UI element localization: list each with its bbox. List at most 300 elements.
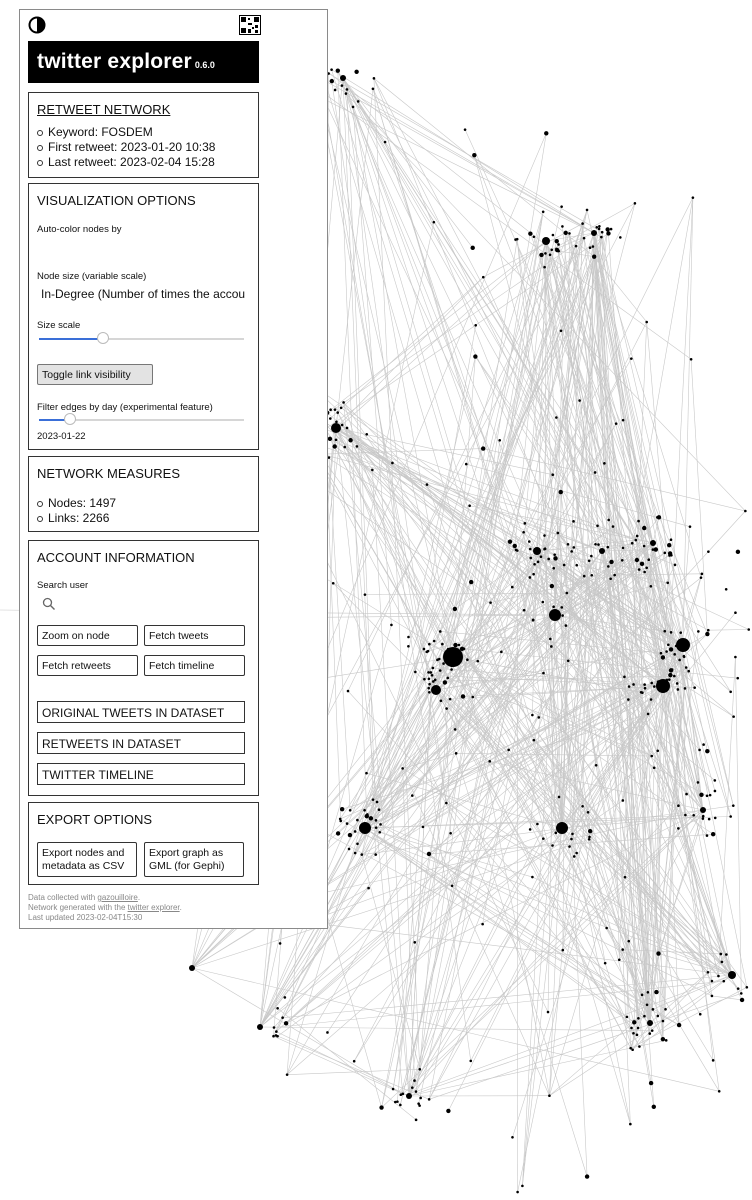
graph-node[interactable] [644, 687, 647, 690]
graph-node[interactable] [537, 561, 540, 564]
graph-node[interactable] [529, 548, 532, 551]
graph-node[interactable] [717, 975, 720, 978]
graph-node[interactable] [640, 691, 643, 694]
graph-node[interactable] [675, 645, 678, 648]
graph-node[interactable] [329, 417, 332, 420]
graph-node[interactable] [407, 636, 410, 639]
graph-node[interactable] [551, 473, 554, 476]
graph-node[interactable] [413, 1079, 416, 1082]
graph-node[interactable] [373, 77, 376, 80]
graph-node[interactable] [548, 1094, 551, 1097]
graph-node[interactable] [740, 992, 743, 995]
graph-node[interactable] [718, 1090, 721, 1093]
graph-node[interactable] [615, 422, 618, 425]
graph-node[interactable] [663, 630, 666, 633]
graph-node[interactable] [699, 793, 703, 797]
graph-node[interactable] [670, 554, 673, 557]
graph-node[interactable] [522, 531, 525, 534]
graph-node[interactable] [414, 671, 417, 674]
graph-node[interactable] [471, 246, 475, 250]
graph-node[interactable] [281, 1016, 284, 1019]
graph-node[interactable] [357, 100, 360, 103]
graph-node[interactable] [332, 582, 335, 585]
graph-node[interactable] [670, 538, 673, 541]
graph-node[interactable] [652, 1105, 656, 1109]
graph-node[interactable] [443, 680, 447, 684]
graph-node[interactable] [378, 831, 381, 834]
graph-node[interactable] [375, 819, 378, 822]
graph-node[interactable] [591, 230, 597, 236]
graph-node[interactable] [286, 1073, 289, 1076]
graph-node[interactable] [528, 231, 532, 235]
graph-node[interactable] [415, 1090, 418, 1093]
graph-node[interactable] [607, 546, 610, 549]
graph-node[interactable] [641, 994, 644, 997]
graph-node[interactable] [650, 682, 653, 685]
graph-node[interactable] [736, 550, 740, 554]
graph-node[interactable] [689, 525, 692, 528]
graph-node[interactable] [560, 205, 563, 208]
graph-node[interactable] [533, 739, 536, 742]
graph-node[interactable] [573, 855, 576, 858]
graph-node[interactable] [543, 266, 546, 269]
graph-node[interactable] [647, 713, 650, 716]
graph-node[interactable] [647, 558, 650, 561]
graph-node[interactable] [539, 253, 543, 257]
graph-node[interactable] [376, 801, 379, 804]
graph-node[interactable] [643, 683, 646, 686]
graph-node[interactable] [346, 427, 349, 430]
graph-node[interactable] [662, 1020, 665, 1023]
graph-node[interactable] [653, 766, 656, 769]
graph-node[interactable] [498, 439, 501, 442]
graph-node[interactable] [453, 643, 457, 647]
graph-node[interactable] [411, 794, 414, 797]
graph-node[interactable] [341, 84, 344, 87]
graph-node[interactable] [630, 1027, 633, 1030]
graph-node[interactable] [667, 543, 671, 547]
search-icon[interactable] [42, 597, 56, 611]
graph-node[interactable] [698, 749, 701, 752]
graph-node[interactable] [353, 1060, 356, 1063]
graph-node[interactable] [341, 424, 344, 427]
graph-node[interactable] [349, 809, 352, 812]
graph-node[interactable] [365, 433, 368, 436]
graph-node[interactable] [719, 953, 722, 956]
graph-node[interactable] [665, 650, 668, 653]
graph-node[interactable] [532, 619, 535, 622]
graph-node[interactable] [529, 576, 532, 579]
graph-node[interactable] [596, 525, 599, 528]
graph-node[interactable] [489, 601, 492, 604]
graph-node[interactable] [374, 853, 377, 856]
graph-node[interactable] [729, 815, 732, 818]
export-gml-button[interactable]: Export graph as GML (for Gephi) [144, 842, 244, 877]
graph-node[interactable] [702, 815, 705, 818]
graph-node[interactable] [668, 678, 671, 681]
graph-node[interactable] [557, 532, 560, 535]
graph-node[interactable] [411, 1086, 414, 1089]
graph-node[interactable] [692, 196, 695, 199]
graph-node[interactable] [598, 225, 601, 228]
graph-node[interactable] [653, 685, 656, 688]
graph-node[interactable] [367, 887, 370, 890]
graph-node[interactable] [674, 564, 677, 567]
graph-node[interactable] [629, 1123, 632, 1126]
graph-node[interactable] [552, 234, 555, 237]
graph-node[interactable] [561, 614, 564, 617]
graph-node[interactable] [740, 998, 744, 1002]
graph-node[interactable] [399, 1093, 402, 1096]
graph-node[interactable] [676, 638, 690, 652]
graph-node[interactable] [622, 799, 625, 802]
graph-node[interactable] [609, 577, 612, 580]
graph-node[interactable] [336, 831, 340, 835]
graph-node[interactable] [581, 805, 584, 808]
graph-node[interactable] [722, 980, 725, 983]
graph-node[interactable] [334, 408, 337, 411]
graph-node[interactable] [642, 526, 646, 530]
graph-node[interactable] [725, 588, 728, 591]
graph-node[interactable] [575, 852, 578, 855]
filter-edges-handle[interactable] [64, 413, 76, 425]
graph-node[interactable] [433, 640, 436, 643]
graph-node[interactable] [702, 743, 705, 746]
graph-node[interactable] [552, 605, 555, 608]
graph-node[interactable] [638, 1045, 641, 1048]
graph-node[interactable] [445, 707, 448, 710]
graph-node[interactable] [604, 962, 607, 965]
graph-node[interactable] [667, 643, 670, 646]
graph-node[interactable] [669, 668, 673, 672]
graph-node[interactable] [656, 951, 660, 955]
graph-node[interactable] [558, 796, 561, 799]
graph-node[interactable] [683, 655, 686, 658]
graph-node[interactable] [711, 995, 714, 998]
graph-node[interactable] [661, 655, 665, 659]
graph-node[interactable] [590, 555, 593, 558]
graph-node[interactable] [328, 437, 332, 441]
graph-node[interactable] [189, 965, 195, 971]
graph-node[interactable] [595, 226, 598, 229]
graph-node[interactable] [632, 1020, 636, 1024]
graph-node[interactable] [570, 550, 573, 553]
graph-node[interactable] [523, 609, 526, 612]
graph-node[interactable] [573, 546, 576, 549]
graph-node[interactable] [540, 555, 543, 558]
graph-node[interactable] [544, 547, 547, 550]
graph-node[interactable] [664, 1008, 667, 1011]
graph-node[interactable] [656, 1015, 659, 1018]
graph-node[interactable] [605, 927, 608, 930]
toggle-link-visibility-button[interactable]: Toggle link visibility [37, 364, 153, 385]
graph-node[interactable] [507, 749, 510, 752]
graph-node[interactable] [728, 971, 736, 979]
graph-node[interactable] [508, 539, 512, 543]
graph-node[interactable] [669, 647, 673, 651]
graph-node[interactable] [656, 516, 659, 519]
graph-node[interactable] [446, 1109, 450, 1113]
graph-node[interactable] [537, 716, 540, 719]
graph-node[interactable] [635, 558, 639, 562]
graph-node[interactable] [347, 690, 350, 693]
graph-node[interactable] [473, 354, 477, 358]
graph-node[interactable] [628, 685, 631, 688]
graph-node[interactable] [605, 227, 609, 231]
graph-node[interactable] [407, 645, 410, 648]
graph-node[interactable] [650, 585, 653, 588]
graph-node[interactable] [634, 202, 637, 205]
graph-node[interactable] [364, 593, 367, 596]
graph-node[interactable] [481, 446, 485, 450]
graph-node[interactable] [587, 811, 590, 814]
graph-node[interactable] [427, 671, 430, 674]
graph-node[interactable] [618, 958, 621, 961]
graph-node[interactable] [650, 755, 653, 758]
graph-node[interactable] [700, 576, 703, 579]
graph-node[interactable] [415, 1119, 418, 1122]
graph-node[interactable] [533, 235, 536, 238]
graph-node[interactable] [550, 645, 553, 648]
graph-node[interactable] [276, 1007, 279, 1010]
graph-node[interactable] [551, 844, 554, 847]
graph-node[interactable] [555, 248, 558, 251]
fetch-tweets-button[interactable]: Fetch tweets [144, 625, 245, 646]
graph-node[interactable] [468, 504, 471, 507]
graph-node[interactable] [542, 837, 545, 840]
graph-node[interactable] [536, 823, 539, 826]
graph-node[interactable] [532, 573, 535, 576]
graph-node[interactable] [427, 852, 431, 856]
graph-node[interactable] [372, 87, 375, 90]
graph-node[interactable] [331, 423, 341, 433]
graph-node[interactable] [645, 321, 648, 324]
graph-node[interactable] [428, 683, 431, 686]
graph-node[interactable] [621, 948, 624, 951]
graph-node[interactable] [423, 678, 426, 681]
graph-node[interactable] [737, 987, 740, 990]
graph-node[interactable] [384, 141, 387, 144]
graph-node[interactable] [685, 793, 688, 796]
graph-node[interactable] [636, 535, 639, 538]
graph-node[interactable] [624, 876, 627, 879]
graph-node[interactable] [556, 822, 568, 834]
graph-node[interactable] [670, 631, 673, 634]
graph-node[interactable] [481, 923, 484, 926]
graph-node[interactable] [677, 688, 680, 691]
graph-node[interactable] [482, 276, 485, 279]
graph-node[interactable] [663, 552, 666, 555]
graph-node[interactable] [706, 834, 709, 837]
graph-node[interactable] [550, 584, 554, 588]
graph-node[interactable] [453, 607, 457, 611]
graph-node[interactable] [581, 222, 584, 225]
graph-node[interactable] [379, 1105, 383, 1109]
graph-node[interactable] [588, 836, 591, 839]
graph-node[interactable] [500, 651, 503, 654]
graph-node[interactable] [583, 575, 586, 578]
graph-node[interactable] [422, 826, 425, 829]
graph-node[interactable] [668, 673, 672, 677]
graph-node[interactable] [566, 592, 569, 595]
graph-node[interactable] [564, 231, 568, 235]
graph-node[interactable] [472, 153, 476, 157]
graph-node[interactable] [714, 817, 717, 820]
graph-node[interactable] [649, 1081, 653, 1085]
graph-node[interactable] [637, 520, 640, 523]
qr-code-icon[interactable] [239, 15, 261, 35]
graph-node[interactable] [711, 832, 715, 836]
graph-node[interactable] [693, 686, 696, 689]
size-scale-slider[interactable] [39, 338, 244, 340]
graph-node[interactable] [514, 238, 517, 241]
graph-node[interactable] [488, 760, 491, 763]
graph-node[interactable] [426, 483, 429, 486]
graph-node[interactable] [567, 660, 570, 663]
graph-node[interactable] [627, 698, 630, 701]
graph-node[interactable] [529, 828, 532, 831]
graph-node[interactable] [257, 1024, 263, 1030]
graph-node[interactable] [461, 694, 465, 698]
graph-node[interactable] [356, 843, 359, 846]
graph-node[interactable] [648, 1032, 651, 1035]
graph-node[interactable] [567, 543, 570, 546]
graph-node[interactable] [654, 990, 658, 994]
graph-node[interactable] [657, 680, 660, 683]
graph-node[interactable] [560, 329, 563, 332]
graph-node[interactable] [613, 574, 616, 577]
graph-node[interactable] [348, 438, 352, 442]
graph-node[interactable] [549, 253, 552, 256]
graph-node[interactable] [684, 687, 687, 690]
graph-node[interactable] [352, 106, 355, 109]
graph-node[interactable] [643, 545, 646, 548]
graph-node[interactable] [645, 566, 648, 569]
graph-node[interactable] [272, 1035, 275, 1038]
node-size-select[interactable]: In-Degree (Number of times the accou [41, 287, 246, 301]
graph-node[interactable] [378, 808, 381, 811]
graph-node[interactable] [623, 676, 626, 679]
graph-node[interactable] [439, 669, 442, 672]
fetch-retweets-button[interactable]: Fetch retweets [37, 655, 138, 676]
graph-node[interactable] [647, 991, 650, 994]
graph-node[interactable] [597, 543, 600, 546]
graph-node[interactable] [334, 89, 337, 92]
graph-node[interactable] [356, 819, 359, 822]
graph-node[interactable] [531, 714, 534, 717]
graph-node[interactable] [636, 1034, 639, 1037]
graph-node[interactable] [392, 1088, 395, 1091]
graph-node[interactable] [599, 548, 605, 554]
fetch-timeline-button[interactable]: Fetch timeline [144, 655, 245, 676]
graph-node[interactable] [472, 696, 475, 699]
graph-node[interactable] [729, 690, 732, 693]
graph-node[interactable] [707, 629, 710, 632]
graph-node[interactable] [442, 662, 445, 665]
graph-node[interactable] [396, 1100, 399, 1103]
export-csv-button[interactable]: Export nodes and metadata as CSV [37, 842, 137, 877]
filter-edges-slider[interactable] [39, 419, 244, 421]
graph-node[interactable] [560, 606, 563, 609]
graph-node[interactable] [621, 559, 624, 562]
graph-node[interactable] [700, 807, 706, 813]
graph-node[interactable] [346, 822, 349, 825]
graph-node[interactable] [533, 563, 536, 566]
graph-node[interactable] [701, 573, 704, 576]
graph-node[interactable] [284, 1021, 288, 1025]
graph-node[interactable] [637, 1017, 640, 1020]
graph-node[interactable] [279, 942, 282, 945]
graph-node[interactable] [601, 231, 604, 234]
graph-node[interactable] [707, 550, 710, 553]
graph-node[interactable] [583, 237, 586, 240]
graph-node[interactable] [544, 252, 547, 255]
graph-node[interactable] [568, 845, 571, 848]
graph-node[interactable] [343, 446, 346, 449]
graph-node[interactable] [469, 1060, 472, 1063]
graph-node[interactable] [665, 1039, 668, 1042]
graph-node[interactable] [449, 832, 452, 835]
graph-node[interactable] [632, 1032, 635, 1035]
graph-node[interactable] [732, 804, 735, 807]
graph-node[interactable] [744, 510, 747, 513]
graph-node[interactable] [547, 1011, 550, 1014]
graph-node[interactable] [391, 462, 394, 465]
graph-node[interactable] [622, 547, 625, 550]
graph-node[interactable] [638, 568, 641, 571]
graph-node[interactable] [647, 1020, 653, 1026]
graph-node[interactable] [585, 1174, 589, 1178]
graph-node[interactable] [678, 659, 681, 662]
graph-node[interactable] [354, 830, 357, 833]
graph-node[interactable] [333, 444, 337, 448]
graph-node[interactable] [542, 672, 545, 675]
graph-node[interactable] [348, 833, 352, 837]
contrast-icon[interactable] [28, 16, 46, 34]
graph-node[interactable] [432, 667, 435, 670]
graph-node[interactable] [428, 677, 431, 680]
graph-node[interactable] [677, 804, 680, 807]
graph-node[interactable] [609, 560, 613, 564]
graph-node[interactable] [619, 236, 622, 239]
graph-node[interactable] [679, 631, 682, 634]
graph-node[interactable] [445, 802, 448, 805]
graph-node[interactable] [709, 794, 712, 797]
graph-node[interactable] [721, 961, 724, 964]
graph-node[interactable] [746, 986, 749, 989]
graph-node[interactable] [336, 68, 340, 72]
graph-node[interactable] [431, 685, 441, 695]
graph-node[interactable] [652, 1008, 655, 1011]
graph-node[interactable] [379, 823, 382, 826]
graph-node[interactable] [627, 940, 630, 943]
graph-node[interactable] [612, 525, 615, 528]
graph-node[interactable] [631, 542, 634, 545]
graph-node[interactable] [446, 651, 450, 655]
graph-node[interactable] [734, 611, 737, 614]
graph-node[interactable] [707, 971, 710, 974]
graph-node[interactable] [336, 411, 339, 414]
graph-node[interactable] [594, 543, 597, 546]
graph-node[interactable] [449, 698, 452, 701]
graph-node[interactable] [432, 680, 435, 683]
graph-node[interactable] [451, 884, 454, 887]
graph-node[interactable] [428, 691, 431, 694]
graph-node[interactable] [572, 520, 575, 523]
graph-node[interactable] [622, 419, 625, 422]
graph-node[interactable] [684, 814, 687, 817]
graph-node[interactable] [610, 228, 613, 231]
